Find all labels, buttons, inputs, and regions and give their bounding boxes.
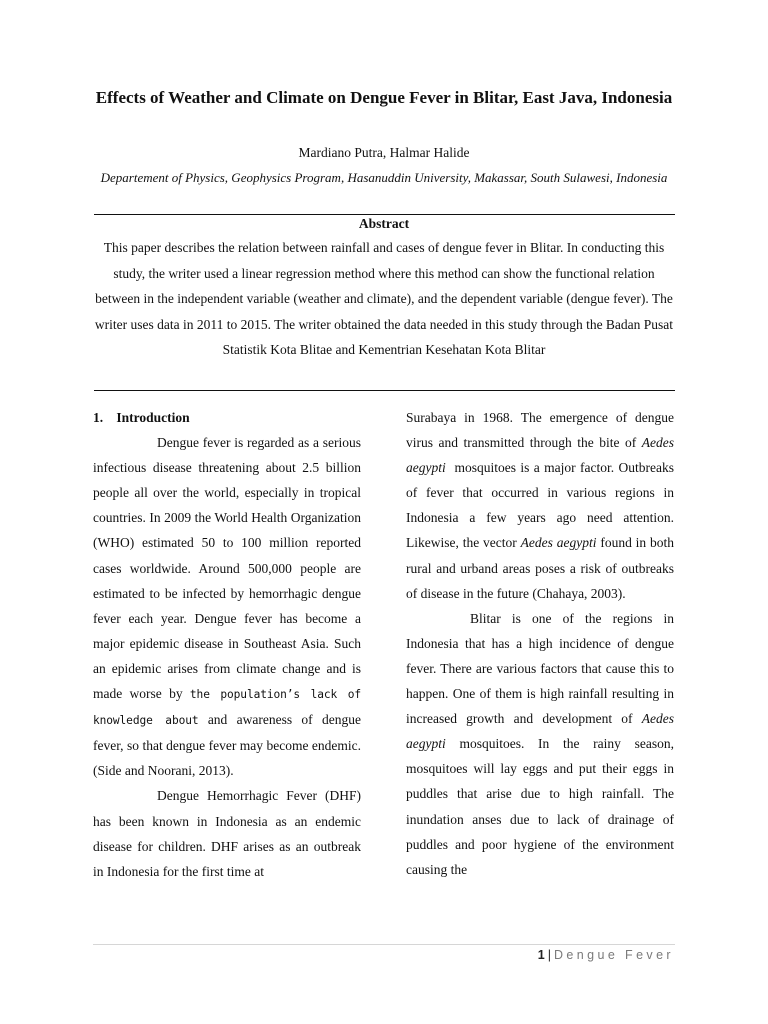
- intro-p2-text: Surabaya in 1968. The emergence of dengue virus and transmitted through the bite of: [406, 410, 674, 451]
- right-column: [406, 405, 674, 882]
- left-column: [93, 405, 361, 884]
- intro-p1-mono-text: the population’s lack of knowledge about: [93, 688, 361, 728]
- intro-paragraph-2-continued: [406, 405, 674, 606]
- footer-rule: [93, 944, 675, 945]
- intro-p1-text-end: and awareness of dengue fever, so that dengue fever may become endemic. (Side and Noorani, 2013).: [93, 712, 361, 779]
- intro-paragraph-1: [93, 430, 361, 783]
- page-footer: [538, 946, 674, 964]
- species-name: Aedes aegypti: [520, 535, 597, 551]
- intro-p3-text-end: mosquitoes. In the rainy season, mosquitoes will lay eggs and put their eggs in puddles that arise due to high rainfall. The inundation anses due to lack of drainage of puddles and poor hygiene of the environment causing the: [406, 736, 674, 877]
- abstract-heading: Abstract: [358, 216, 410, 231]
- intro-paragraph-3: [406, 606, 674, 882]
- species-name: Aedes aegypti: [406, 711, 674, 752]
- section-heading-label: Introduction: [116, 410, 190, 425]
- species-name: Aedes aegypti: [406, 435, 674, 476]
- running-title: Dengue Fever: [553, 948, 674, 962]
- section-heading-introduction: [93, 405, 361, 430]
- paper-title: Effects of Weather and Climate on Dengue Fever in Blitar, East Java, Indonesia: [95, 88, 673, 107]
- intro-p2-text-mid: mosquitoes is a major factor. Outbreaks of fever that occurred in various regions in Indonesia a few years ago need attention. Likewise, the vector: [406, 460, 675, 551]
- intro-p1-text: Dengue fever is regarded as a serious infectious disease threatening about 2.5 billion people all over the world, especially in tropical countries. In 2009 the World Health Organization (WHO) estimated 50 to 100 million reported cases worldwide. Around 500,000 people are estimated to be infected by hemorrhagic dengue fever each year. Dengue fever has become a major epidemic disease in Southeast Asia. Such an epidemic arises from climate change and is made worse by: [93, 435, 361, 702]
- abstract-text: This paper describes the relation between rainfall and cases of dengue fever in Blitar. In conducting this study, the writer used a linear regression method where this method can show the functional relation between in the independent variable (weather and climate), and the dependent variable (dengue fever). The writer uses data in 2011 to 2015. The writer obtained the data needed in this study through the Badan Pusat Statistik Kota Blitae and Kementrian Kesehatan Kota Blitar: [94, 240, 674, 357]
- footer-separator: |: [547, 948, 551, 962]
- intro-p2-text-end: found in both rural and urband areas poses a risk of outbreaks of disease in the future (Chahaya, 2003).: [406, 535, 675, 601]
- paper-affiliation: Departement of Physics, Geophysics Program, Hasanuddin University, Makassar, South Sulawesi, Indonesia: [100, 170, 668, 185]
- page-number: 1: [537, 948, 545, 962]
- abstract-bottom-rule: [94, 390, 675, 391]
- section-number: 1.: [93, 410, 104, 425]
- intro-p3-text: Blitar is one of the regions in Indonesia that has a high incidence of dengue fever. There are various factors that cause this to happen. One of them is high rainfall resulting in increased growth and development of: [406, 610, 674, 727]
- intro-paragraph-2: Dengue Hemorrhagic Fever (DHF) has been known in Indonesia as an endemic disease for children. DHF arises as an outbreak in Indonesia for the first time at: [93, 788, 361, 879]
- paper-authors: Mardiano Putra, Halmar Halide: [298, 145, 470, 160]
